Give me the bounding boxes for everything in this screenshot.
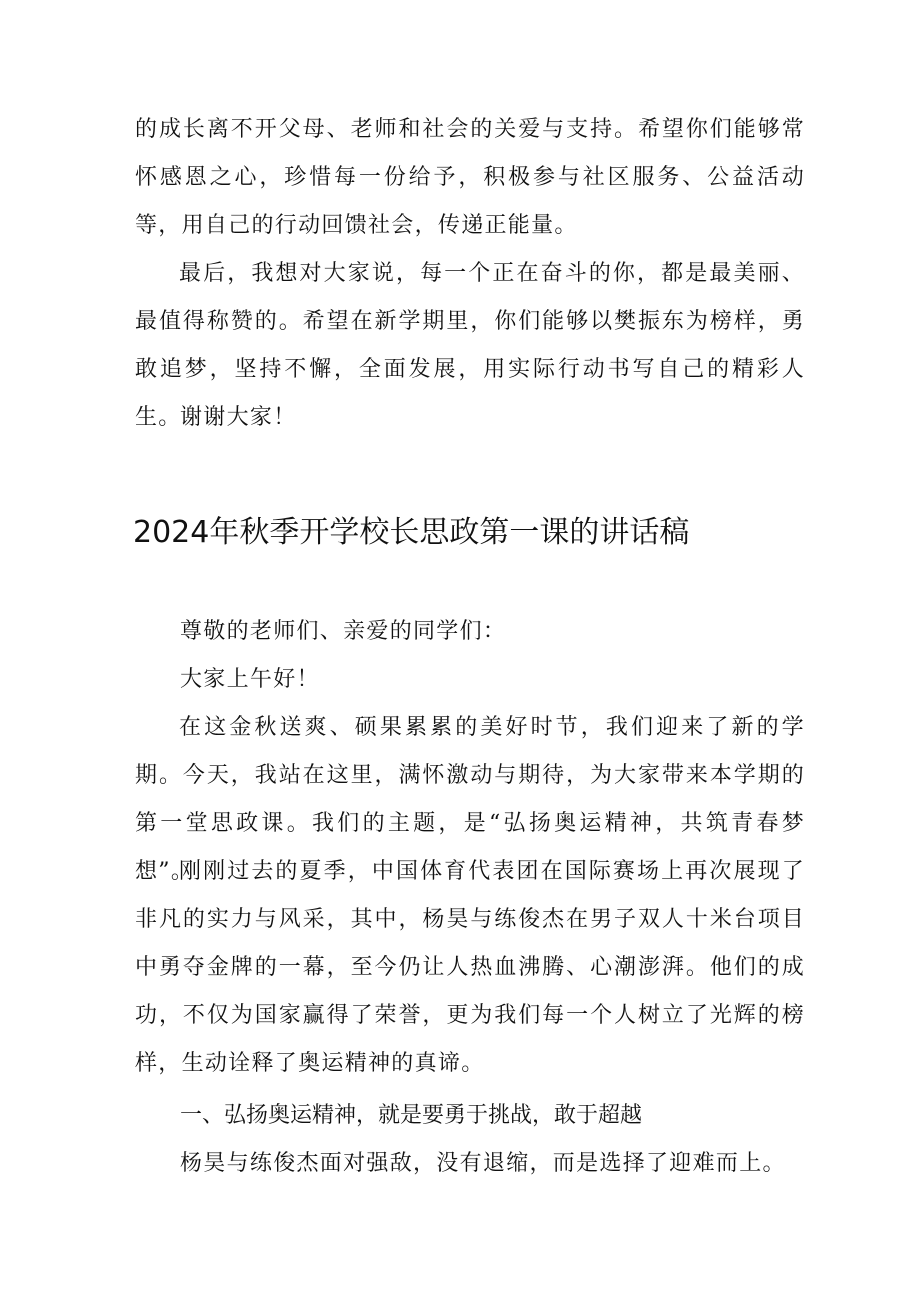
paragraph-thanks: 谢谢大家！ [180,405,297,430]
greeting: 尊敬的老师们、亲爱的同学们： [180,619,507,644]
paragraph-continuation: 的成长离不开父母、老师和社会的关爱与支持。希望你们能够常怀感恩之心，珍惜每一份给予，积极参与社区服务、公益活动等，用自己的行动回馈社会，传递正能量。 [135,117,805,238]
paragraph-olympics: 刚刚过去的夏季，中国体育代表团在国际赛场上再次展现了非凡的实力与风采，其中，杨昊与练俊杰在男子双人十米台项目中勇夺金牌的一幕，至今仍让人热血沸腾、心潮澎湃。他们的成功，不仅为国家赢得了荣誉，更为我们每一个人树立了光辉的榜样，生动诠释了奥运精神的真谛。 [135,859,805,1076]
page-title: 2024年秋季开学校长思政第一课的讲话稿 [133,515,690,550]
salutation: 大家上午好！ [180,667,320,692]
section-heading: 一、弘扬奥运精神，就是要勇于挑战，敢于超越 [180,1103,643,1128]
paragraph-closing: 最后，我想对大家说，每一个正在奋斗的你，都是最美丽、最值得称赞的。希望在新学期里，你们能够以樊振东为榜样，勇敢追梦，坚持不懈，全面发展，用实际行动书写自己的精彩人生。 [135,261,805,430]
paragraph-section-start: 杨昊与练俊杰面对强敌，没有退缩，而是选择了迎难而上。 [180,1151,786,1176]
paragraph-intro: 在这金秋送爽、硕果累累的美好时节，我们迎来了新的学期。今天，我站在这里，满怀激动与期待，为大家带来本学期的第一堂思政课。我们的主题，是“弘扬奥运精神，共筑青春梦想”。 [135,715,805,884]
